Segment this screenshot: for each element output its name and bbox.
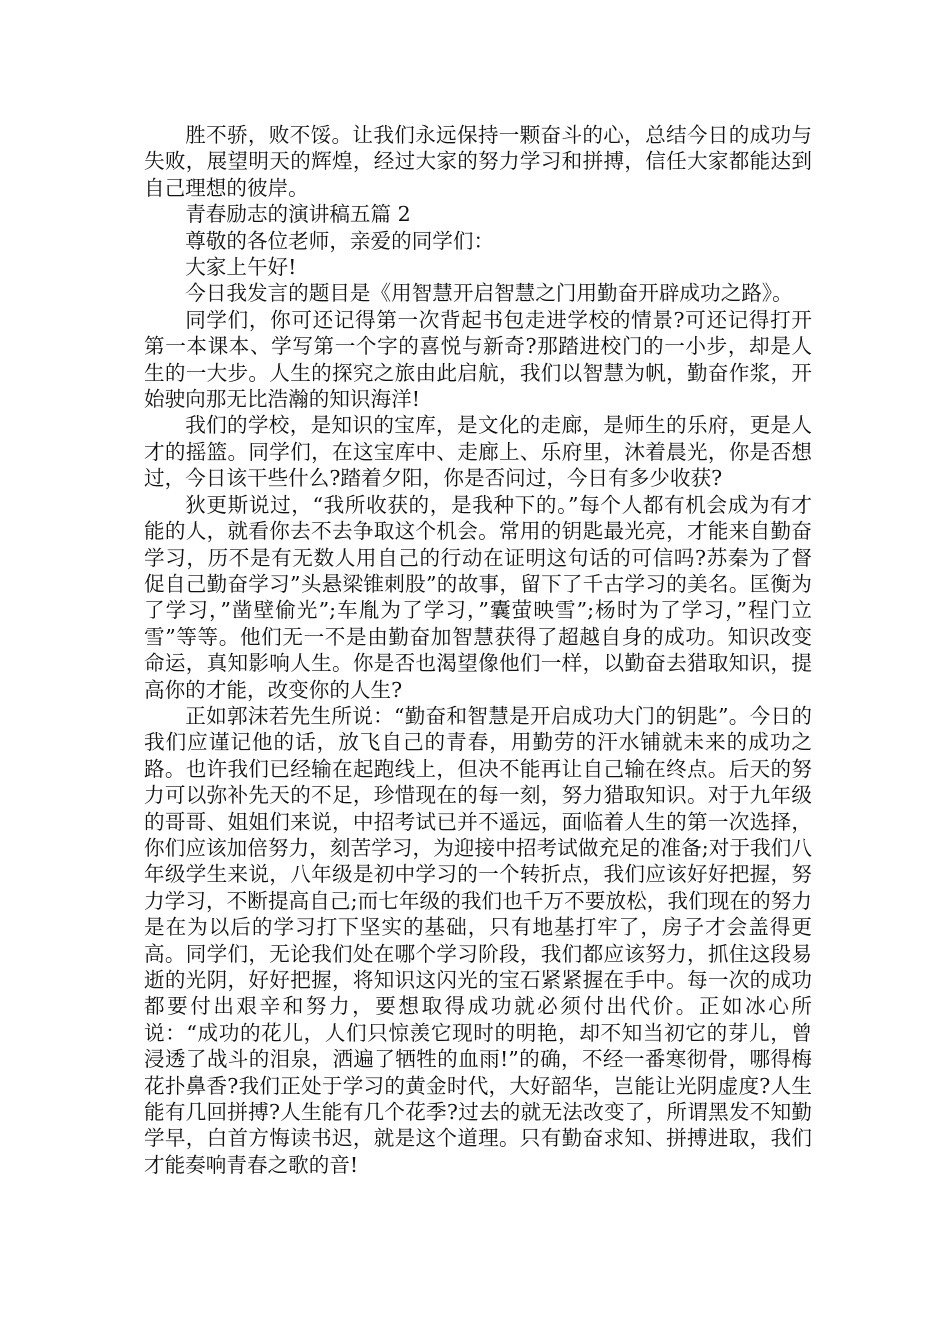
paragraph-salutation: 尊敬的各位老师，亲爱的同学们：	[185, 228, 495, 253]
paragraph-first-day: 同学们，你可还记得第一次背起书包走进学校的情景?可还记得打开第一本课本、学写第一个字的喜悦与新奇?那踏进校门的一小步，却是人生的一大步。人生的探究之旅由此启航，我们以智慧为帆，勤奋作浆，开始驶向那无比浩瀚的知识海洋!	[144, 307, 812, 412]
document-page	[144, 122, 812, 1178]
paragraph-greeting: 大家上午好!	[185, 255, 297, 280]
paragraph-topic: 今日我发言的题目是《用智慧开启智慧之门用勤奋开辟成功之路》。	[185, 281, 793, 306]
paragraph-school: 我们的学校，是知识的宝库，是文化的走廊，是师生的乐府，更是人才的摇篮。同学们，在这宝库中、走廊上、乐府里，沐着晨光，你是否想过，今日该干些什么?踏着夕阳，你是否问过，今日有多少收获?	[144, 413, 812, 491]
paragraph-intro-closing: 胜不骄，败不馁。让我们永远保持一颗奋斗的心，总结今日的成功与失败，展望明天的辉煌，经过大家的努力学习和拼搏，信任大家都能达到自己理想的彼岸。	[144, 123, 812, 200]
paragraph-section-title: 青春励志的演讲稿五篇 2	[185, 202, 411, 227]
paragraph-dickens: 狄更斯说过，“我所收获的，是我种下的。”每个人都有机会成为有才能的人，就看你去不去争取这个机会。常用的钥匙最光亮，才能来自勤奋学习，历不是有无数人用自己的行动在证明这句话的可信吗?苏秦为了督促自己勤奋学习”头悬梁锥刺股”的故事，留下了千古学习的美名。匡衡为了学习，”凿壁偷光”;车胤为了学习，”囊萤映雪”;杨时为了学习，”程门立雪”等等。他们无一不是由勤奋加智慧获得了超越自身的成功。知识改变命运，真知影响人生。你是否也渴望像他们一样，以勤奋去猎取知识，提高你的才能，改变你的人生?	[144, 492, 812, 702]
paragraph-guo-moruo: 正如郭沫若先生所说：“勤奋和智慧是开启成功大门的钥匙”。今日的我们应谨记他的话，放飞自己的青春，用勤劳的汗水铺就未来的成功之路。也许我们已经输在起跑线上，但决不能再让自己输在终点。后天的努力可以弥补先天的不足，珍惜现在的每一刻，努力猎取知识。对于九年级的哥哥、姐姐们来说，中招考试已并不遥远，面临着人生的第一次选择，你们应该加倍努力，刻苦学习，为迎接中招考试做充足的准备;对于我们八年级学生来说，八年级是初中学习的一个转折点，我们应该好好把握，努力学习，不断提高自己;而七年级的我们也千万不要放松，我们现在的努力是在为以后的学习打下坚实的基础，只有地基打牢了，房子才会盖得更高。同学们，无论我们处在哪个学习阶段，我们都应该努力，抓住这段易逝的光阴，好好把握，将知识这闪光的宝石紧紧握在手中。每一次的成功都要付出艰辛和努力，要想取得成功就必须付出代价。正如冰心所说：“成功的花儿，人们只惊羡它现时的明艳，却不知当初它的芽儿，曾浸透了战斗的泪泉，洒遍了牺牲的血雨!”的确，不经一番寒彻骨，哪得梅花扑鼻香?我们正处于学习的黄金时代，大好韶华，岂能让光阴虚度?人生能有几回拼搏?人生能有几个花季?过去的就无法改变了，所谓黑发不知勤学早，白首方悔读书迟，就是这个道理。只有勤奋求知、拼搏进取，我们才能奏响青春之歌的音!	[144, 703, 812, 1177]
